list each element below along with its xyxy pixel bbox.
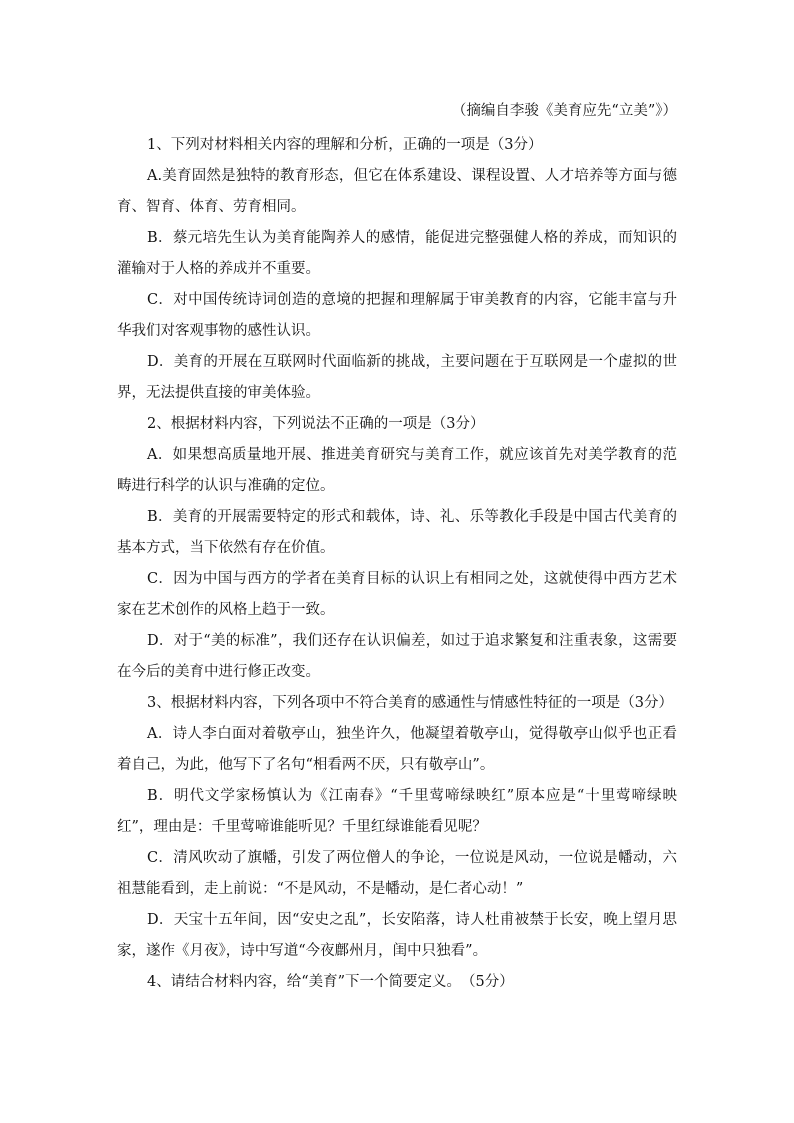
- question-2: [117, 409, 677, 688]
- option-b: B．蔡元培先生认为美育能陶养人的感情，能促进完整强健人格的养成，而知识的灌输对于人格的养成并不重要。: [117, 230, 677, 277]
- exam-page: [117, 100, 677, 998]
- option-d: D．天宝十五年间，因“安史之乱”，长安陷落，诗人杜甫被禁于长安，晚上望月思家，遂作《月夜》，诗中写道“今夜鄜州月，闺中只独看”。: [117, 912, 677, 959]
- option-c: C．清风吹动了旗幡，引发了两位僧人的争论，一位说是风动，一位说是幡动，六祖慧能看到，走上前说：“不是风动，不是幡动，是仁者心动！”: [117, 850, 677, 897]
- option-b: B．美育的开展需要特定的形式和载体，诗、礼、乐等教化手段是中国古代美育的基本方式，当下依然有存在价值。: [117, 509, 677, 556]
- option-b: B．明代文学家杨慎认为《江南春》“千里莺啼绿映红”原本应是“十里莺啼绿映红”，理由是：千里莺啼谁能听见？千里红绿谁能看见呢？: [117, 788, 677, 835]
- question-4: [117, 967, 677, 998]
- option-c: C．对中国传统诗词创造的意境的把握和理解属于审美教育的内容，它能丰富与升华我们对客观事物的感性认识。: [117, 292, 677, 339]
- question-1: [117, 130, 677, 409]
- question-stem: 1、下列对材料相关内容的理解和分析，正确的一项是（3分）: [147, 137, 543, 153]
- option-d: D．美育的开展在互联网时代面临新的挑战，主要问题在于互联网是一个虚拟的世界，无法提供直接的审美体验。: [117, 354, 677, 401]
- question-stem: 2、根据材料内容，下列说法不正确的一项是（3分）: [147, 416, 485, 432]
- question-stem: 4、请结合材料内容，给“美育”下一个简要定义。 （5分）: [147, 974, 514, 990]
- option-d: D．对于“美的标准”，我们还存在认识偏差，如过于追求繁复和注重表象，这需要在今后的美育中进行修正改变。: [117, 633, 677, 680]
- option-c: C．因为中国与西方的学者在美育目标的认识上有相同之处，这就使得中西方艺术家在艺术创作的风格上趋于一致。: [117, 571, 677, 618]
- option-a: A．如果想高质量地开展、推进美育研究与美育工作，就应该首先对美学教育的范畴进行科学的认识与准确的定位。: [117, 447, 677, 494]
- option-a: A.美育固然是独特的教育形态，但它在体系建设、课程设置、人才培养等方面与德育、智育、体育、劳育相同。: [117, 168, 677, 215]
- question-3: [117, 688, 677, 967]
- question-stem: 3、根据材料内容，下列各项中不符合美育的感通性与情感性特征的一项是（3分）: [147, 695, 673, 711]
- source-citation: （摘编自李骏《美育应先“立美”》）: [451, 103, 677, 119]
- option-a: A．诗人李白面对着敬亭山，独坐许久，他凝望着敬亭山，觉得敬亭山似乎也正看着自己，为此，他写下了名句“相看两不厌，只有敬亭山”。: [117, 726, 677, 773]
